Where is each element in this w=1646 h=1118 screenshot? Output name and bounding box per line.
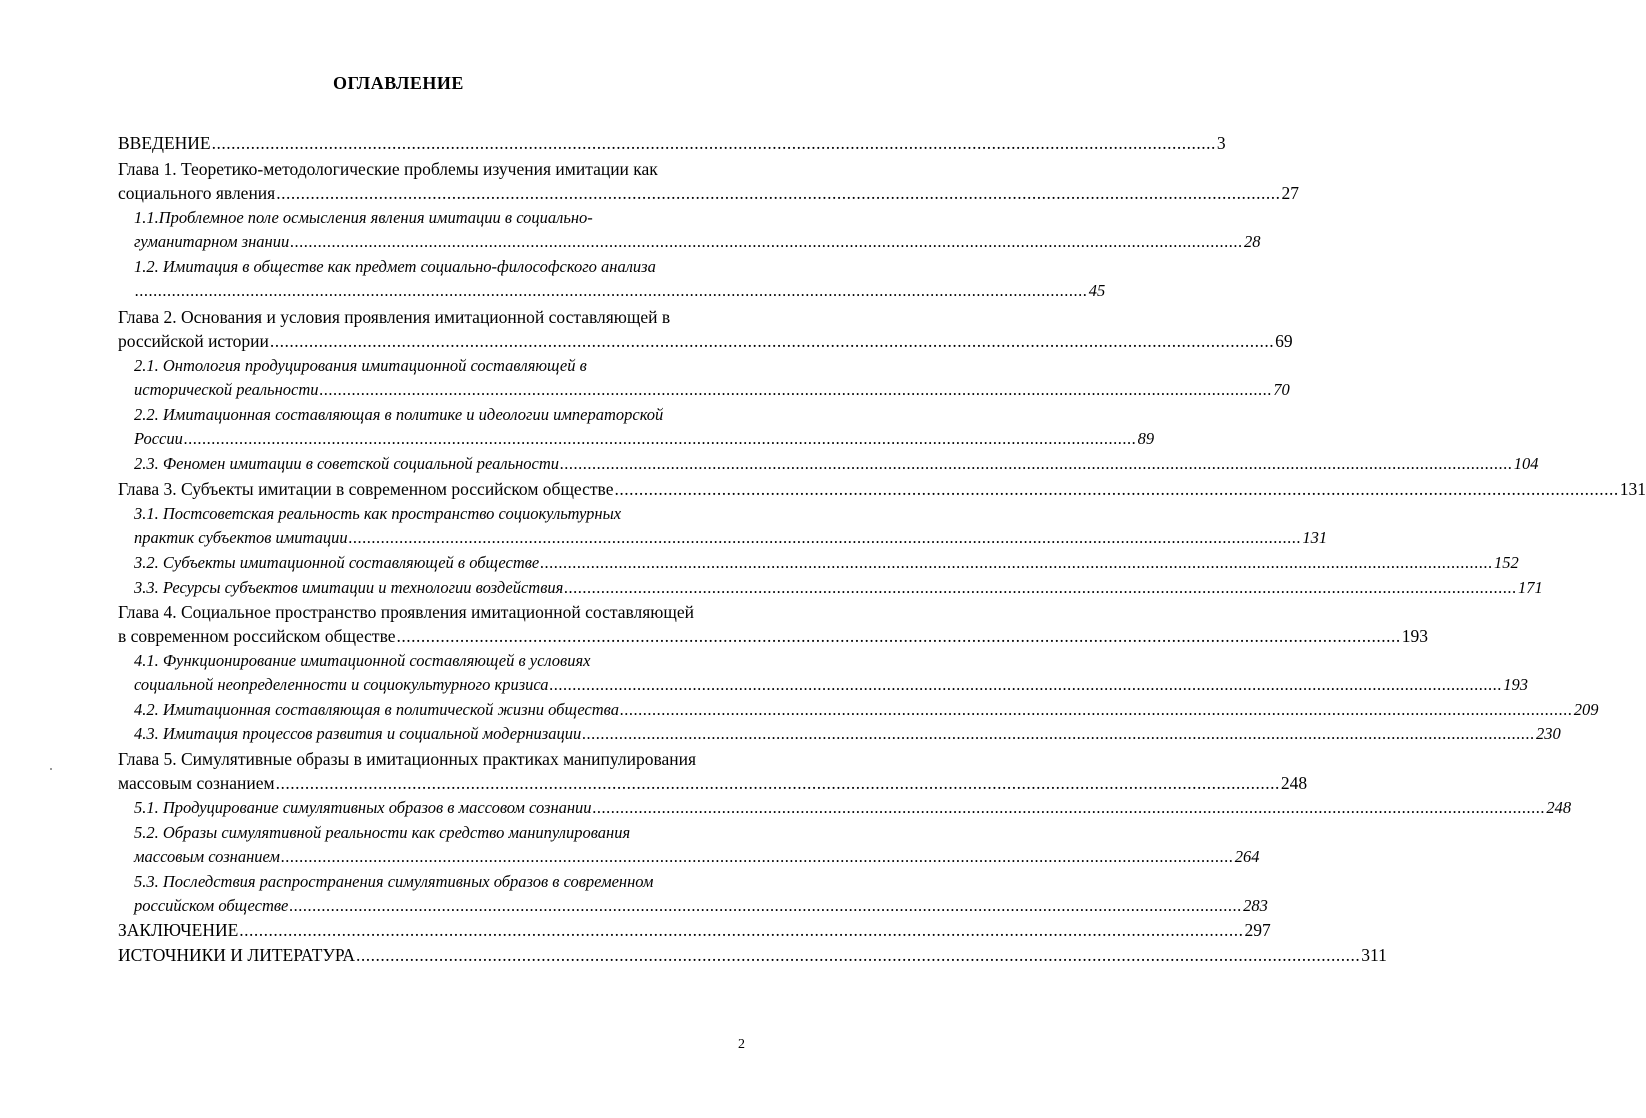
toc-entry-title: 4.2. Имитационная составляющая в политической жизни общества <box>134 700 619 719</box>
toc-entry-page: 193 <box>1401 626 1428 646</box>
toc-entry-page: 131 <box>1619 479 1646 499</box>
toc-entry-page: 27 <box>1281 183 1299 203</box>
toc-entry-page: 89 <box>1137 429 1155 448</box>
toc-entry-title: социального явления <box>118 183 276 203</box>
toc-entry[interactable] <box>118 181 1299 205</box>
toc-entry-page: 248 <box>1280 773 1308 793</box>
toc-entry-page: 45 <box>1088 281 1106 300</box>
toc-subentry[interactable] <box>134 279 1106 303</box>
dot-leader <box>582 722 1535 746</box>
toc-entry[interactable] <box>118 918 1271 942</box>
dot-leader <box>560 452 1513 476</box>
toc-subentry[interactable] <box>134 698 1599 722</box>
toc-entry[interactable] <box>118 943 1387 967</box>
toc-entry-page: 209 <box>1573 700 1599 719</box>
toc-entry-title: практик субъектов имитации <box>134 528 348 547</box>
toc-entry-page: 3 <box>1216 133 1226 153</box>
toc-entry-title: в современном российском обществе <box>118 626 396 646</box>
toc-entry-title: ЗАКЛЮЧЕНИЕ <box>118 920 239 940</box>
toc-subentry-title-line1: 1.1.Проблемное поле осмысления явления имитации в социально- <box>134 208 593 227</box>
dot-leader <box>540 551 1493 575</box>
toc-subentry[interactable] <box>134 378 1290 402</box>
toc-entry-title-line1: Глава 5. Симулятивные образы в имитационных практиках манипулирования <box>118 749 697 769</box>
toc-entry-page: 283 <box>1243 896 1268 915</box>
toc-subentry[interactable] <box>134 551 1519 575</box>
toc-entry-title: ИСТОЧНИКИ И ЛИТЕРАТУРА <box>118 945 356 965</box>
dot-leader <box>620 698 1573 722</box>
toc-subentry[interactable] <box>134 796 1572 820</box>
toc-subentry[interactable] <box>134 845 1260 869</box>
toc-entry-title: гуманитарном знании <box>134 232 290 251</box>
toc-entry-page: 70 <box>1273 380 1290 399</box>
dot-leader <box>564 576 1517 600</box>
toc-entry-title-line1: Глава 1. Теоретико-методологические проблемы изучения имитации как <box>118 159 658 179</box>
dot-leader <box>356 943 1360 967</box>
dot-leader <box>397 624 1401 648</box>
toc-entry-title: 4.3. Имитация процессов развития и социальной модернизации <box>134 724 582 743</box>
toc-entry[interactable] <box>118 477 1646 501</box>
toc-entry-title: российской истории <box>118 331 269 351</box>
toc-subentry-title-line1: 4.1. Функционирование имитационной составляющей в условиях <box>134 651 591 670</box>
page-title: ОГЛАВЛЕНИЕ <box>333 73 464 93</box>
toc-entry-page: 264 <box>1234 847 1260 866</box>
toc-entry-title: 3.2. Субъекты имитационной составляющей в обществе <box>134 553 540 572</box>
toc-entry-page: 193 <box>1503 675 1529 694</box>
dot-leader <box>276 771 1280 795</box>
dot-leader <box>550 673 1503 697</box>
toc-subentry[interactable] <box>134 526 1328 550</box>
dot-leader <box>184 427 1137 451</box>
dot-leader <box>135 279 1088 303</box>
dot-leader <box>320 378 1273 402</box>
dot-leader <box>281 845 1234 869</box>
toc-entry[interactable] <box>118 624 1428 648</box>
toc-subentry-title-line1: 2.1. Онтология продуцирования имитационной составляющей в <box>134 356 587 375</box>
dot-leader <box>276 181 1280 205</box>
toc-entry-title: 5.1. Продуцирование симулятивных образов в массовом сознании <box>134 798 592 817</box>
toc-entry-page: 28 <box>1243 232 1261 251</box>
dot-leader <box>290 230 1243 254</box>
toc-entry-page: 297 <box>1244 920 1271 940</box>
toc-entry-title: 2.3. Феномен имитации в советской социальной реальности <box>134 454 560 473</box>
dot-leader <box>593 796 1546 820</box>
scan-speck <box>50 768 52 770</box>
page-number: 2 <box>738 1037 745 1052</box>
toc-entry[interactable] <box>118 329 1293 353</box>
toc-entry[interactable] <box>118 131 1226 155</box>
toc-entry-page: 230 <box>1535 724 1561 743</box>
toc-entry-page: 131 <box>1302 528 1328 547</box>
toc-subentry[interactable] <box>134 230 1261 254</box>
toc-subentry[interactable] <box>134 427 1155 451</box>
toc-subentry-title-line1: 1.2. Имитация в обществе как предмет социально-философского анализа <box>134 257 656 276</box>
toc-subentry-title-line1: 3.1. Постсоветская реальность как пространство социокультурных <box>134 504 622 523</box>
toc-entry-title: ВВЕДЕНИЕ <box>118 133 211 153</box>
toc-entry-title-line1: Глава 2. Основания и условия проявления имитационной составляющей в <box>118 307 671 327</box>
toc-entry-page: 171 <box>1518 578 1543 597</box>
toc-entry-title: исторической реальности <box>134 380 319 399</box>
toc-subentry[interactable] <box>134 452 1539 476</box>
toc-subentry-title-line1: 2.2. Имитационная составляющая в политике и идеологии императорской <box>134 405 664 424</box>
dot-leader <box>212 131 1216 155</box>
dot-leader <box>239 918 1243 942</box>
toc-entry-page: 69 <box>1275 331 1293 351</box>
toc-entry-title: Глава 3. Субъекты имитации в современном российском обществе <box>118 479 614 499</box>
toc-entry-page: 152 <box>1493 553 1519 572</box>
toc-subentry[interactable] <box>134 576 1543 600</box>
dot-leader <box>614 477 1618 501</box>
toc-entry-title: массовым сознанием <box>134 847 280 866</box>
toc-subentry-title-line1: 5.3. Последствия распространения симулятивных образов в современном <box>134 872 654 891</box>
dot-leader <box>349 526 1302 550</box>
toc-entry-page: 248 <box>1546 798 1572 817</box>
dot-leader <box>289 894 1242 918</box>
toc-entry-title: России <box>134 429 183 448</box>
toc-subentry-title-line1: 5.2. Образы симулятивной реальности как средство манипулирования <box>134 823 631 842</box>
toc-entry-title-line1: Глава 4. Социальное пространство проявления имитационной составляющей <box>118 602 694 622</box>
toc-entry-title: социальной неопределенности и социокультурного кризиса <box>134 675 549 694</box>
toc-entry[interactable] <box>118 771 1308 795</box>
toc-entry-page: 104 <box>1513 454 1539 473</box>
toc-entry-title: российском обществе <box>134 896 289 915</box>
toc-subentry[interactable] <box>134 673 1529 697</box>
toc-subentry[interactable] <box>134 894 1268 918</box>
toc-subentry[interactable] <box>134 722 1561 746</box>
dot-leader <box>270 329 1274 353</box>
toc-entry-title: массовым сознанием <box>118 773 275 793</box>
toc-entry-page: 311 <box>1361 945 1387 965</box>
toc-entry-title: 3.3. Ресурсы субъектов имитации и технологии воздействия <box>134 578 564 597</box>
